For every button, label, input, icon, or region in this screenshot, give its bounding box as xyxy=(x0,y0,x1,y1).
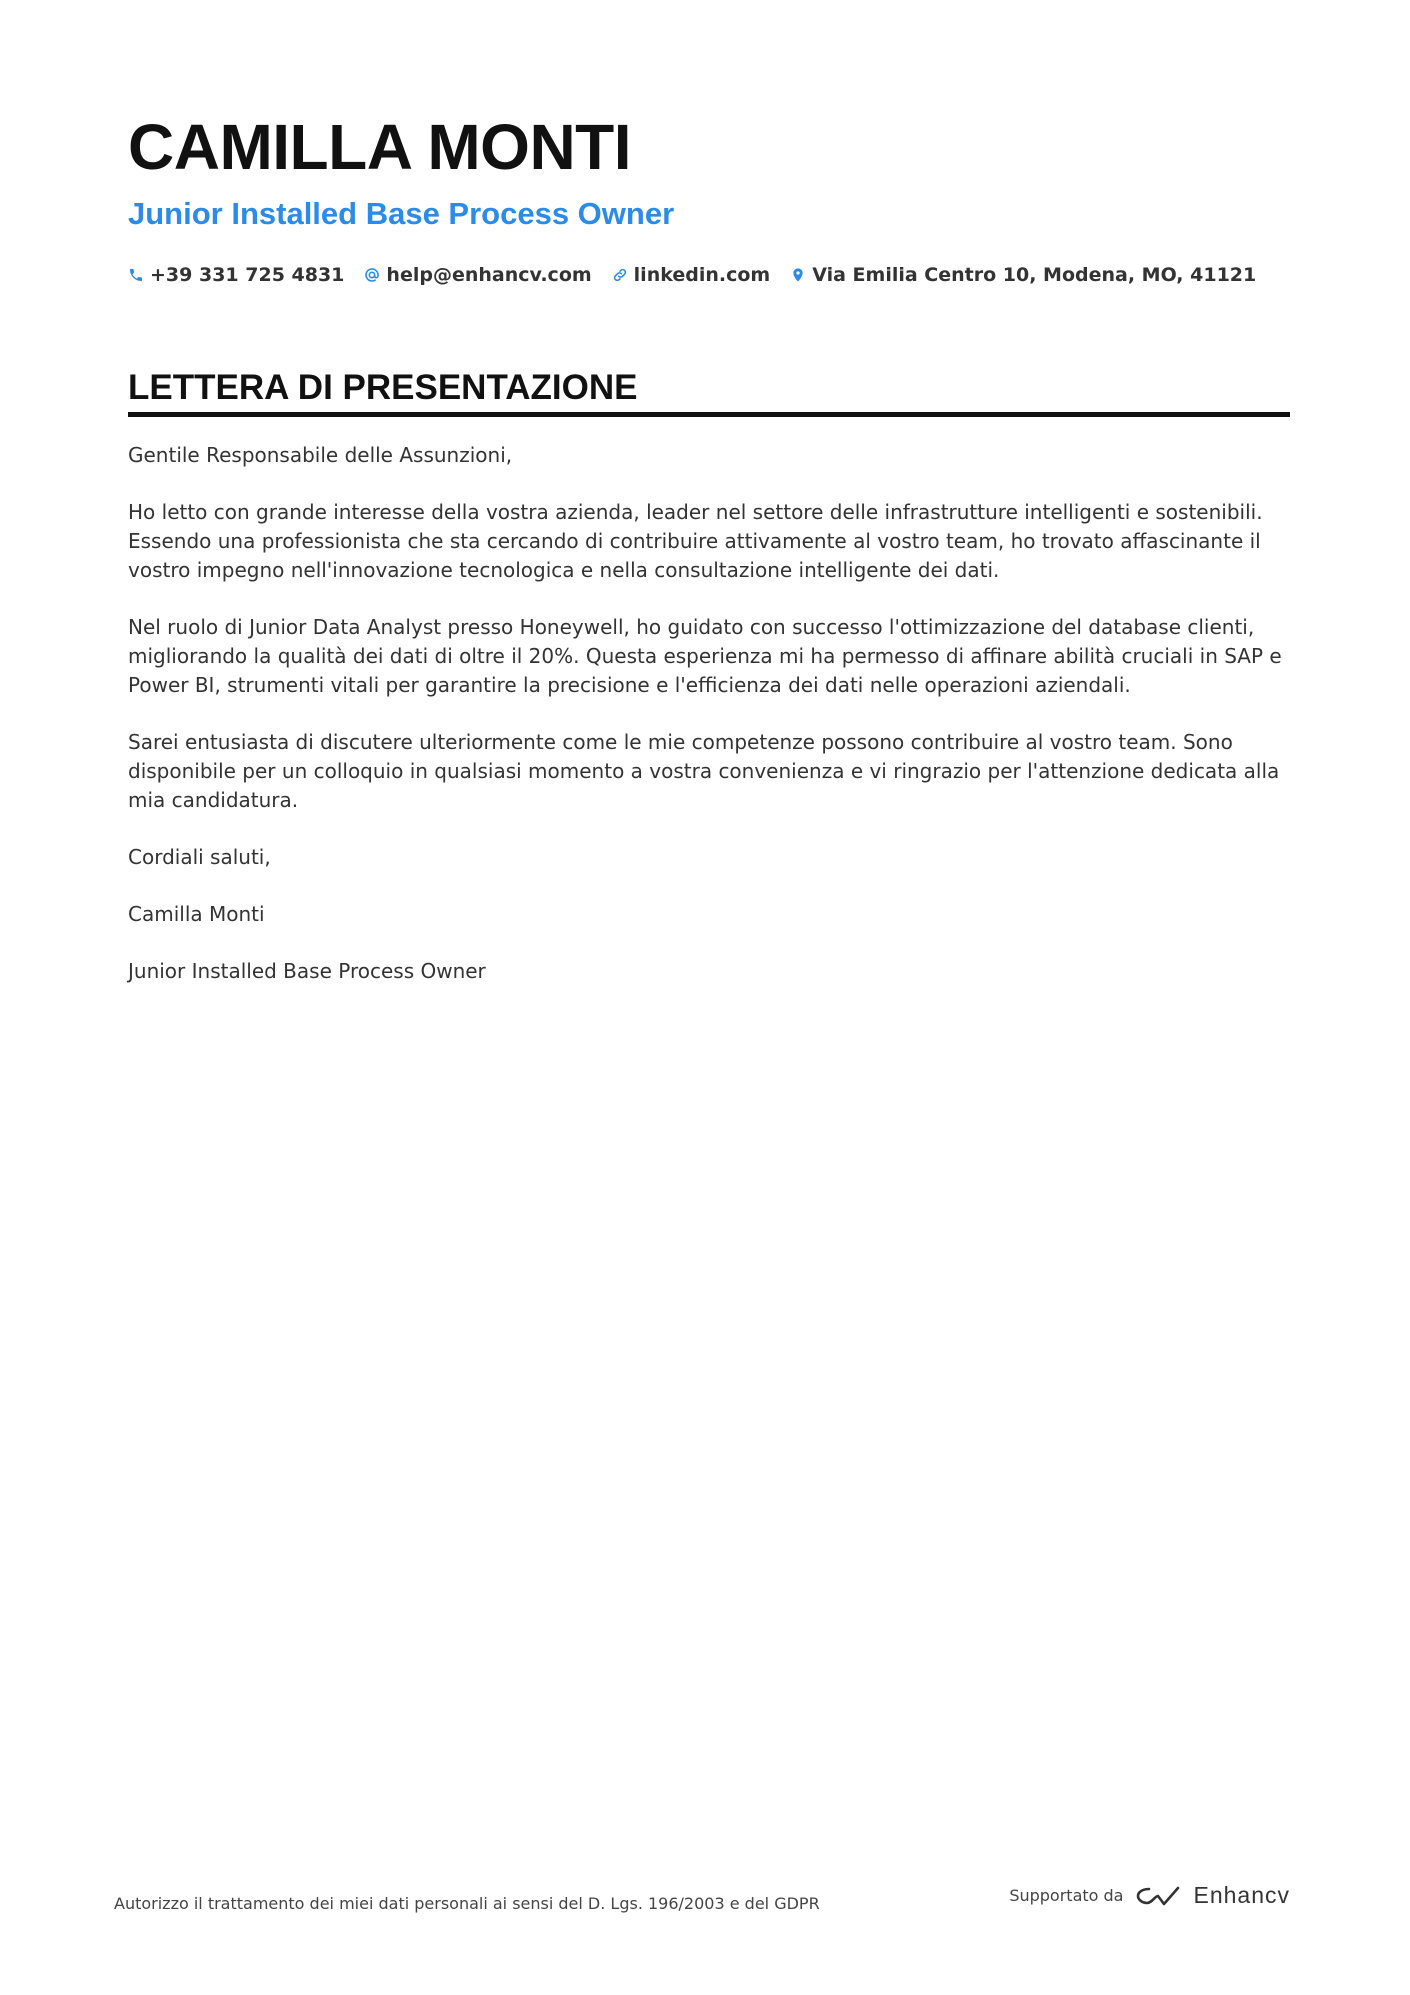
letter-paragraph: Nel ruolo di Junior Data Analyst presso Honeywell, ho guidato con successo l'ottimizzazione del database clienti, migliorando la qualità dei dati di oltre il 20%. Questa esperienza mi ha permesso di affinare abilità cruciali in SAP e Power BI, strumenti vitali per garantire la precisione e l'efficienza dei dati nelle operazioni aziendali. xyxy=(128,615,1282,697)
supported-by-text: Supportato da xyxy=(1009,1886,1124,1905)
candidate-name: CAMILLA MONTI xyxy=(128,111,632,183)
enhancv-brand[interactable] xyxy=(1135,1882,1290,1909)
link-icon xyxy=(612,267,628,283)
contact-phone xyxy=(128,264,344,286)
footer-brand xyxy=(1009,1882,1290,1909)
email-text: help@enhancv.com xyxy=(386,264,592,286)
contact-bar xyxy=(128,264,1288,286)
consent-note: Autorizzo il trattamento dei miei dati personali ai sensi del D. Lgs. 196/2003 e del GDPR xyxy=(114,1894,820,1913)
brand-name: Enhancv xyxy=(1193,1882,1290,1908)
contact-address xyxy=(790,264,1256,286)
location-pin-icon xyxy=(790,267,806,283)
contact-email[interactable] xyxy=(364,264,591,286)
header xyxy=(128,108,1288,286)
letter-body xyxy=(128,441,1290,986)
letter-paragraph: Ho letto con grande interesse della vostra azienda, leader nel settore delle infrastrutture intelligenti e sostenibili. Essendo una professionista che sta cercando di contribuire attivamente al vostro team, ho trovato affascinante il vostro impegno nell'innovazione tecnologica e nella consultazione intelligente dei dati. xyxy=(128,500,1263,582)
phone-text: +39 331 725 4831 xyxy=(150,264,345,286)
at-icon xyxy=(364,267,380,283)
closing: Cordiali saluti, xyxy=(128,845,271,869)
salutation: Gentile Responsabile delle Assunzioni, xyxy=(128,443,513,467)
contact-linkedin[interactable] xyxy=(612,264,771,286)
phone-icon xyxy=(128,267,144,283)
candidate-role: Junior Installed Base Process Owner xyxy=(128,196,675,231)
enhancv-logo-icon xyxy=(1135,1883,1181,1909)
signature-title: Junior Installed Base Process Owner xyxy=(128,959,486,983)
letter-section xyxy=(128,366,1290,1014)
linkedin-text: linkedin.com xyxy=(633,264,771,286)
address-text: Via Emilia Centro 10, Modena, MO, 41121 xyxy=(812,264,1257,286)
section-title: LETTERA DI PRESENTAZIONE xyxy=(128,366,1290,417)
signature-name: Camilla Monti xyxy=(128,902,265,926)
letter-paragraph: Sarei entusiasta di discutere ulteriormente come le mie competenze possono contribuire al vostro team. Sono disponibile per un colloquio in qualsiasi momento a vostra convenienza e vi ringrazio per l'attenzione dedicata alla mia candidatura. xyxy=(128,730,1280,812)
